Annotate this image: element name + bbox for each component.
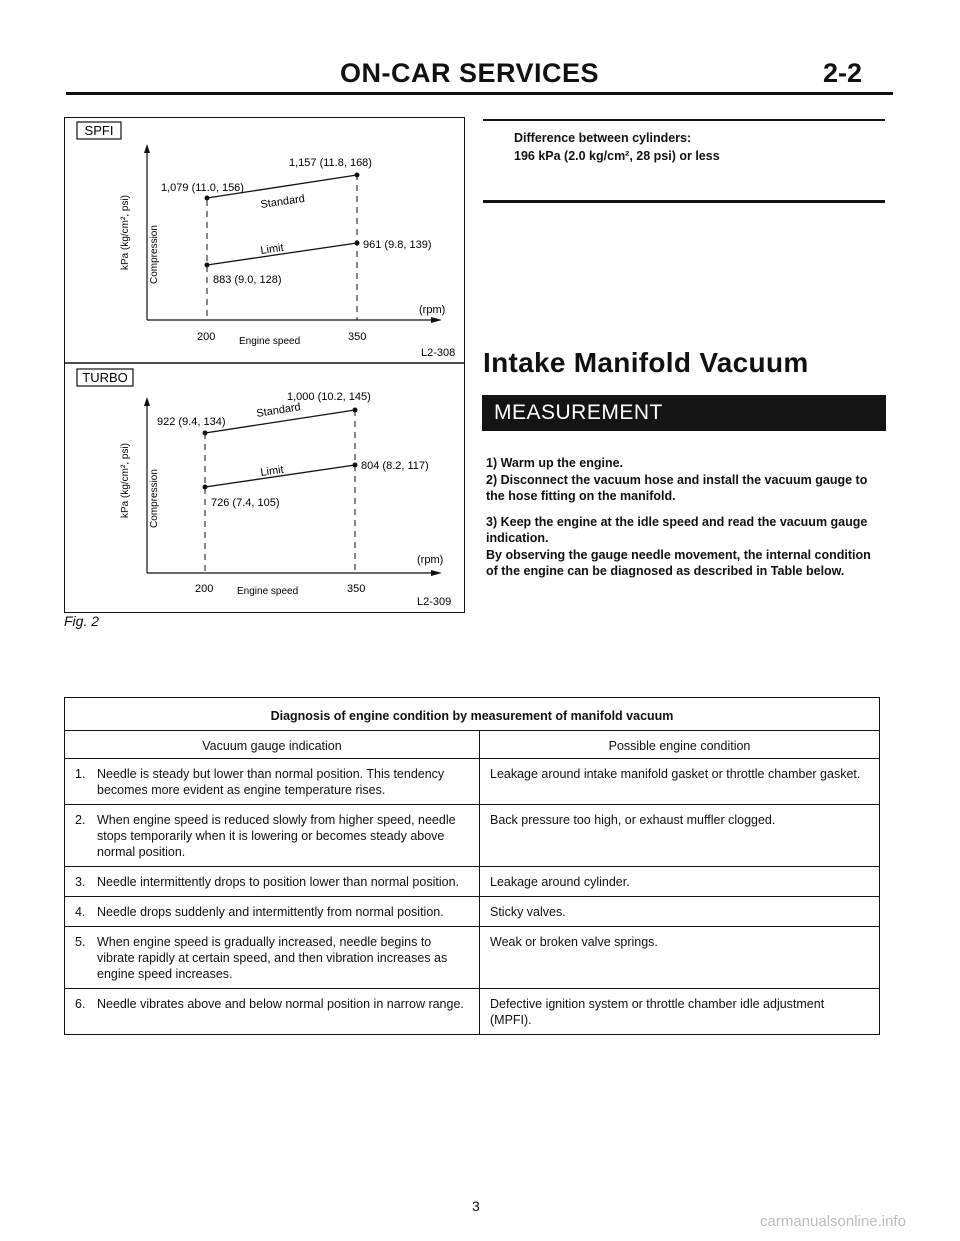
indication-text: When engine speed is gradually increased, needle begins to vibrate rapidly at certain speed, and then vibration increases as engine speed increases. xyxy=(97,935,448,981)
spfi-xlabel: Engine speed xyxy=(239,336,301,347)
step-1: 1) Warm up the engine. xyxy=(486,456,624,470)
turbo-limit-low-label: 726 (7.4, 105) xyxy=(211,497,280,509)
spfi-ylabel-name: Compression xyxy=(149,225,160,284)
step-note: By observing the gauge needle movement, the internal condition of the engine can be diagnosed as described in Table below. xyxy=(486,547,871,578)
turbo-xtick-200: 200 xyxy=(195,583,214,595)
spfi-limit-high-label: 961 (9.8, 139) xyxy=(363,239,432,251)
difference-label: Difference between cylinders: xyxy=(514,131,692,145)
condition-cell: Leakage around cylinder. xyxy=(480,867,880,897)
watermark: carmanualsonline.info xyxy=(760,1213,906,1230)
turbo-limit-point-200 xyxy=(203,485,208,490)
step-2: 2) Disconnect the vacuum hose and install the vacuum gauge to the hose fitting on the manifold. xyxy=(486,472,868,503)
indication-text: Needle drops suddenly and intermittently from normal position. xyxy=(97,905,444,919)
chart-spfi xyxy=(65,118,465,368)
diagnosis-table xyxy=(64,697,880,1035)
measurement-steps xyxy=(486,455,886,580)
header-rule xyxy=(66,92,893,95)
turbo-xtick-350: 350 xyxy=(347,583,366,595)
indication-text: Needle vibrates above and below normal position in narrow range. xyxy=(97,997,464,1011)
spfi-standard-high-label: 1,157 (11.8, 168) xyxy=(289,157,372,169)
page-number: 3 xyxy=(472,1198,480,1214)
figure-2-box xyxy=(64,117,465,613)
spfi-standard-point-350 xyxy=(355,173,360,178)
condition-cell: Leakage around intake manifold gasket or throttle chamber gasket. xyxy=(480,759,880,805)
turbo-standard-point-200 xyxy=(203,431,208,436)
table-caption-row xyxy=(65,698,880,731)
spfi-x-unit: (rpm) xyxy=(419,304,446,316)
step-3: 3) Keep the engine at the idle speed and read the vacuum gauge indication. xyxy=(486,514,868,545)
spfi-standard-low-label: 1,079 (11.0, 156) xyxy=(161,182,244,194)
table-header-row xyxy=(65,731,880,759)
turbo-ylabel-name: Compression xyxy=(149,469,160,528)
condition-cell: Sticky valves. xyxy=(480,897,880,927)
column-header-condition: Possible engine condition xyxy=(480,731,880,759)
table-row xyxy=(65,927,880,989)
measurement-heading-bar xyxy=(482,395,886,431)
spfi-limit-low-label: 883 (9.0, 128) xyxy=(213,274,282,286)
spfi-limit-label: Limit xyxy=(259,241,285,257)
indication-text: When engine speed is reduced slowly from higher speed, needle stops temporarily when it is lowering or becomes steady above normal position. xyxy=(97,813,456,859)
turbo-limit-label: Limit xyxy=(259,463,285,479)
difference-rule-top xyxy=(483,119,885,121)
spfi-y-arrow xyxy=(144,144,150,153)
turbo-standard-low-label: 922 (9.4, 134) xyxy=(157,416,226,428)
indication-cell xyxy=(65,927,480,989)
turbo-code: L2-309 xyxy=(417,596,452,608)
step-gap xyxy=(486,505,886,514)
row-number: 4. xyxy=(75,905,86,919)
indication-cell xyxy=(65,867,480,897)
column-header-indication: Vacuum gauge indication xyxy=(65,731,480,759)
row-number: 2. xyxy=(75,813,86,827)
spfi-limit-point-350 xyxy=(355,241,360,246)
table-caption: Diagnosis of engine condition by measurement of manifold vacuum xyxy=(65,698,880,731)
indication-cell xyxy=(65,805,480,867)
spfi-code: L2-308 xyxy=(421,347,456,359)
spfi-ylabel-units: kPa (kg/cm², psi) xyxy=(120,194,131,270)
condition-cell: Defective ignition system or throttle chamber idle adjustment (MPFI). xyxy=(480,989,880,1035)
indication-text: Needle intermittently drops to position lower than normal position. xyxy=(97,875,459,889)
spfi-standard-label: Standard xyxy=(259,192,306,211)
turbo-standard-label: Standard xyxy=(255,401,302,420)
table-row xyxy=(65,805,880,867)
turbo-x-unit: (rpm) xyxy=(417,554,444,566)
spfi-x-arrow xyxy=(431,317,442,323)
condition-cell: Back pressure too high, or exhaust muffler clogged. xyxy=(480,805,880,867)
row-number: 1. xyxy=(75,767,86,781)
difference-value: 196 kPa (2.0 kg/cm², 28 psi) or less xyxy=(514,149,720,163)
turbo-standard-point-350 xyxy=(353,408,358,413)
table-row xyxy=(65,867,880,897)
condition-cell: Weak or broken valve springs. xyxy=(480,927,880,989)
turbo-x-arrow xyxy=(431,570,442,576)
turbo-ylabel-units: kPa (kg/cm², psi) xyxy=(120,442,131,518)
spfi-xtick-350: 350 xyxy=(348,331,367,343)
table-row xyxy=(65,759,880,805)
indication-text: Needle is steady but lower than normal position. This tendency becomes more evident as engine temperature rises. xyxy=(97,767,445,797)
chart-turbo xyxy=(65,363,465,613)
page-header-title: ON-CAR SERVICES xyxy=(340,58,600,88)
indication-cell xyxy=(65,759,480,805)
spfi-xtick-200: 200 xyxy=(197,331,216,343)
spfi-limit-point-200 xyxy=(205,263,210,268)
figure-caption: Fig. 2 xyxy=(64,613,100,629)
difference-rule-bottom xyxy=(483,200,885,203)
turbo-y-arrow xyxy=(144,397,150,406)
page-section-number: 2-2 xyxy=(823,58,863,88)
indication-cell xyxy=(65,897,480,927)
indication-cell xyxy=(65,989,480,1035)
spfi-standard-point-200 xyxy=(205,196,210,201)
turbo-limit-high-label: 804 (8.2, 117) xyxy=(361,460,429,472)
turbo-badge: TURBO xyxy=(82,370,128,385)
turbo-limit-point-350 xyxy=(353,463,358,468)
turbo-xlabel: Engine speed xyxy=(237,586,299,597)
turbo-standard-high-label: 1,000 (10.2, 145) xyxy=(287,391,371,403)
row-number: 3. xyxy=(75,875,86,889)
row-number: 5. xyxy=(75,935,86,949)
table-row xyxy=(65,897,880,927)
table-row xyxy=(65,989,880,1035)
spfi-badge: SPFI xyxy=(84,123,114,138)
section-title: Intake Manifold Vacuum xyxy=(483,347,809,378)
row-number: 6. xyxy=(75,997,86,1011)
measurement-heading: MEASUREMENT xyxy=(494,401,663,424)
